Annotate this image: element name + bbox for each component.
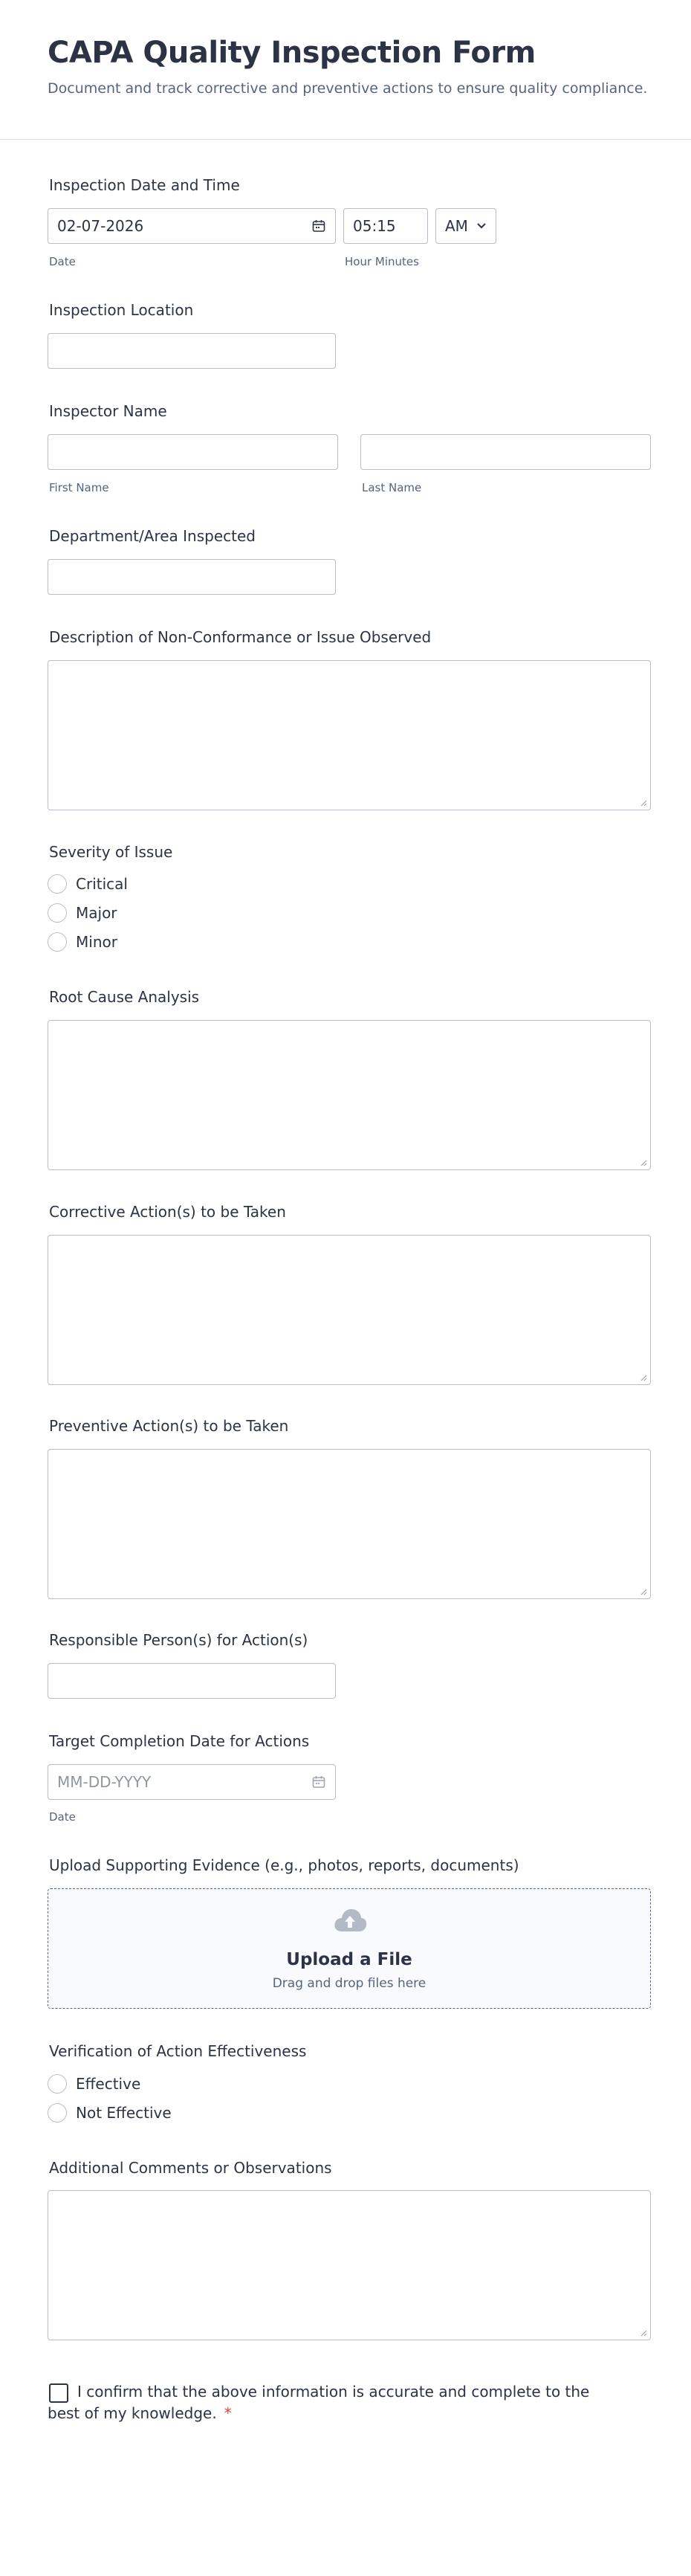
first-name-sublabel: First Name <box>49 481 109 494</box>
date-sublabel: Date <box>49 255 76 268</box>
confirm-text-line2 <box>48 2404 232 2422</box>
target-date-label: Target Completion Date for Actions <box>49 1732 310 1750</box>
severity-option-critical[interactable] <box>48 873 128 895</box>
preventive-action-label: Preventive Action(s) to be Taken <box>49 1417 289 1435</box>
ampm-value: AM <box>445 217 468 235</box>
radio-label: Effective <box>76 2075 141 2093</box>
root-cause-textarea[interactable] <box>48 1020 651 1170</box>
inspection-time-value: 05:15 <box>353 217 396 235</box>
confirm-checkbox[interactable] <box>49 2383 68 2403</box>
department-label: Department/Area Inspected <box>49 527 256 545</box>
time-sublabel: Hour Minutes <box>345 255 419 268</box>
responsible-person-input[interactable] <box>48 1663 336 1699</box>
resize-grip-icon[interactable] <box>640 1374 647 1381</box>
severity-label: Severity of Issue <box>49 843 173 861</box>
radio-button[interactable] <box>48 932 67 952</box>
inspection-location-label: Inspection Location <box>49 301 194 319</box>
inspection-datetime-label: Inspection Date and Time <box>49 176 240 194</box>
confirm-text-line1: I confirm that the above information is accurate and complete to the <box>77 2383 590 2401</box>
inspection-date-value: 02-07-2026 <box>57 217 144 235</box>
inspection-location-input[interactable] <box>48 333 336 369</box>
target-date-input[interactable] <box>48 1764 336 1800</box>
resize-grip-icon[interactable] <box>640 799 647 807</box>
description-textarea[interactable] <box>48 660 651 810</box>
last-name-input[interactable] <box>360 434 651 470</box>
calendar-icon[interactable] <box>311 219 326 233</box>
upload-subtitle: Drag and drop files here <box>272 1976 426 1991</box>
confirm-text-line2-value: best of my knowledge. <box>48 2404 217 2422</box>
calendar-icon[interactable] <box>311 1775 326 1789</box>
severity-option-major[interactable] <box>48 902 117 924</box>
required-asterisk: * <box>224 2404 232 2422</box>
verification-label: Verification of Action Effectiveness <box>49 2042 307 2060</box>
comments-textarea[interactable] <box>48 2190 651 2340</box>
inspection-date-input[interactable] <box>48 208 336 244</box>
radio-label: Critical <box>76 875 128 893</box>
root-cause-label: Root Cause Analysis <box>49 988 200 1006</box>
resize-grip-icon[interactable] <box>640 1159 647 1166</box>
file-upload-dropzone[interactable] <box>48 1888 651 2009</box>
verification-option-effective[interactable] <box>48 2073 140 2095</box>
upload-title: Upload a File <box>286 1950 412 1969</box>
corrective-action-textarea[interactable] <box>48 1235 651 1385</box>
preventive-action-textarea[interactable] <box>48 1449 651 1599</box>
target-date-placeholder: MM-DD-YYYY <box>57 1773 152 1791</box>
comments-label: Additional Comments or Observations <box>49 2159 332 2177</box>
ampm-select[interactable] <box>435 208 496 244</box>
target-date-sublabel: Date <box>49 1810 76 1824</box>
description-label: Description of Non-Conformance or Issue Observed <box>49 628 432 646</box>
radio-button[interactable] <box>48 2074 67 2094</box>
radio-label: Not Effective <box>76 2104 172 2122</box>
severity-option-minor[interactable] <box>48 931 117 953</box>
radio-label: Major <box>76 904 117 922</box>
form-title: CAPA Quality Inspection Form <box>48 36 536 70</box>
resize-grip-icon[interactable] <box>640 1588 647 1595</box>
department-input[interactable] <box>48 559 336 595</box>
radio-button[interactable] <box>48 874 67 894</box>
last-name-sublabel: Last Name <box>362 481 422 494</box>
first-name-input[interactable] <box>48 434 338 470</box>
radio-button[interactable] <box>48 2103 67 2123</box>
verification-option-not-effective[interactable] <box>48 2102 172 2124</box>
radio-label: Minor <box>76 933 117 951</box>
upload-label: Upload Supporting Evidence (e.g., photos, reports, documents) <box>49 1856 519 1874</box>
inspector-name-label: Inspector Name <box>49 402 167 420</box>
corrective-action-label: Corrective Action(s) to be Taken <box>49 1203 286 1221</box>
inspection-time-input[interactable] <box>343 208 428 244</box>
form-subtitle: Document and track corrective and preventive actions to ensure quality compliance. <box>48 80 648 97</box>
resize-grip-icon[interactable] <box>640 2329 647 2337</box>
radio-button[interactable] <box>48 903 67 923</box>
form-header <box>0 0 691 140</box>
responsible-person-label: Responsible Person(s) for Action(s) <box>49 1631 308 1649</box>
chevron-down-icon <box>476 222 487 230</box>
cloud-upload-icon <box>332 1907 368 1934</box>
